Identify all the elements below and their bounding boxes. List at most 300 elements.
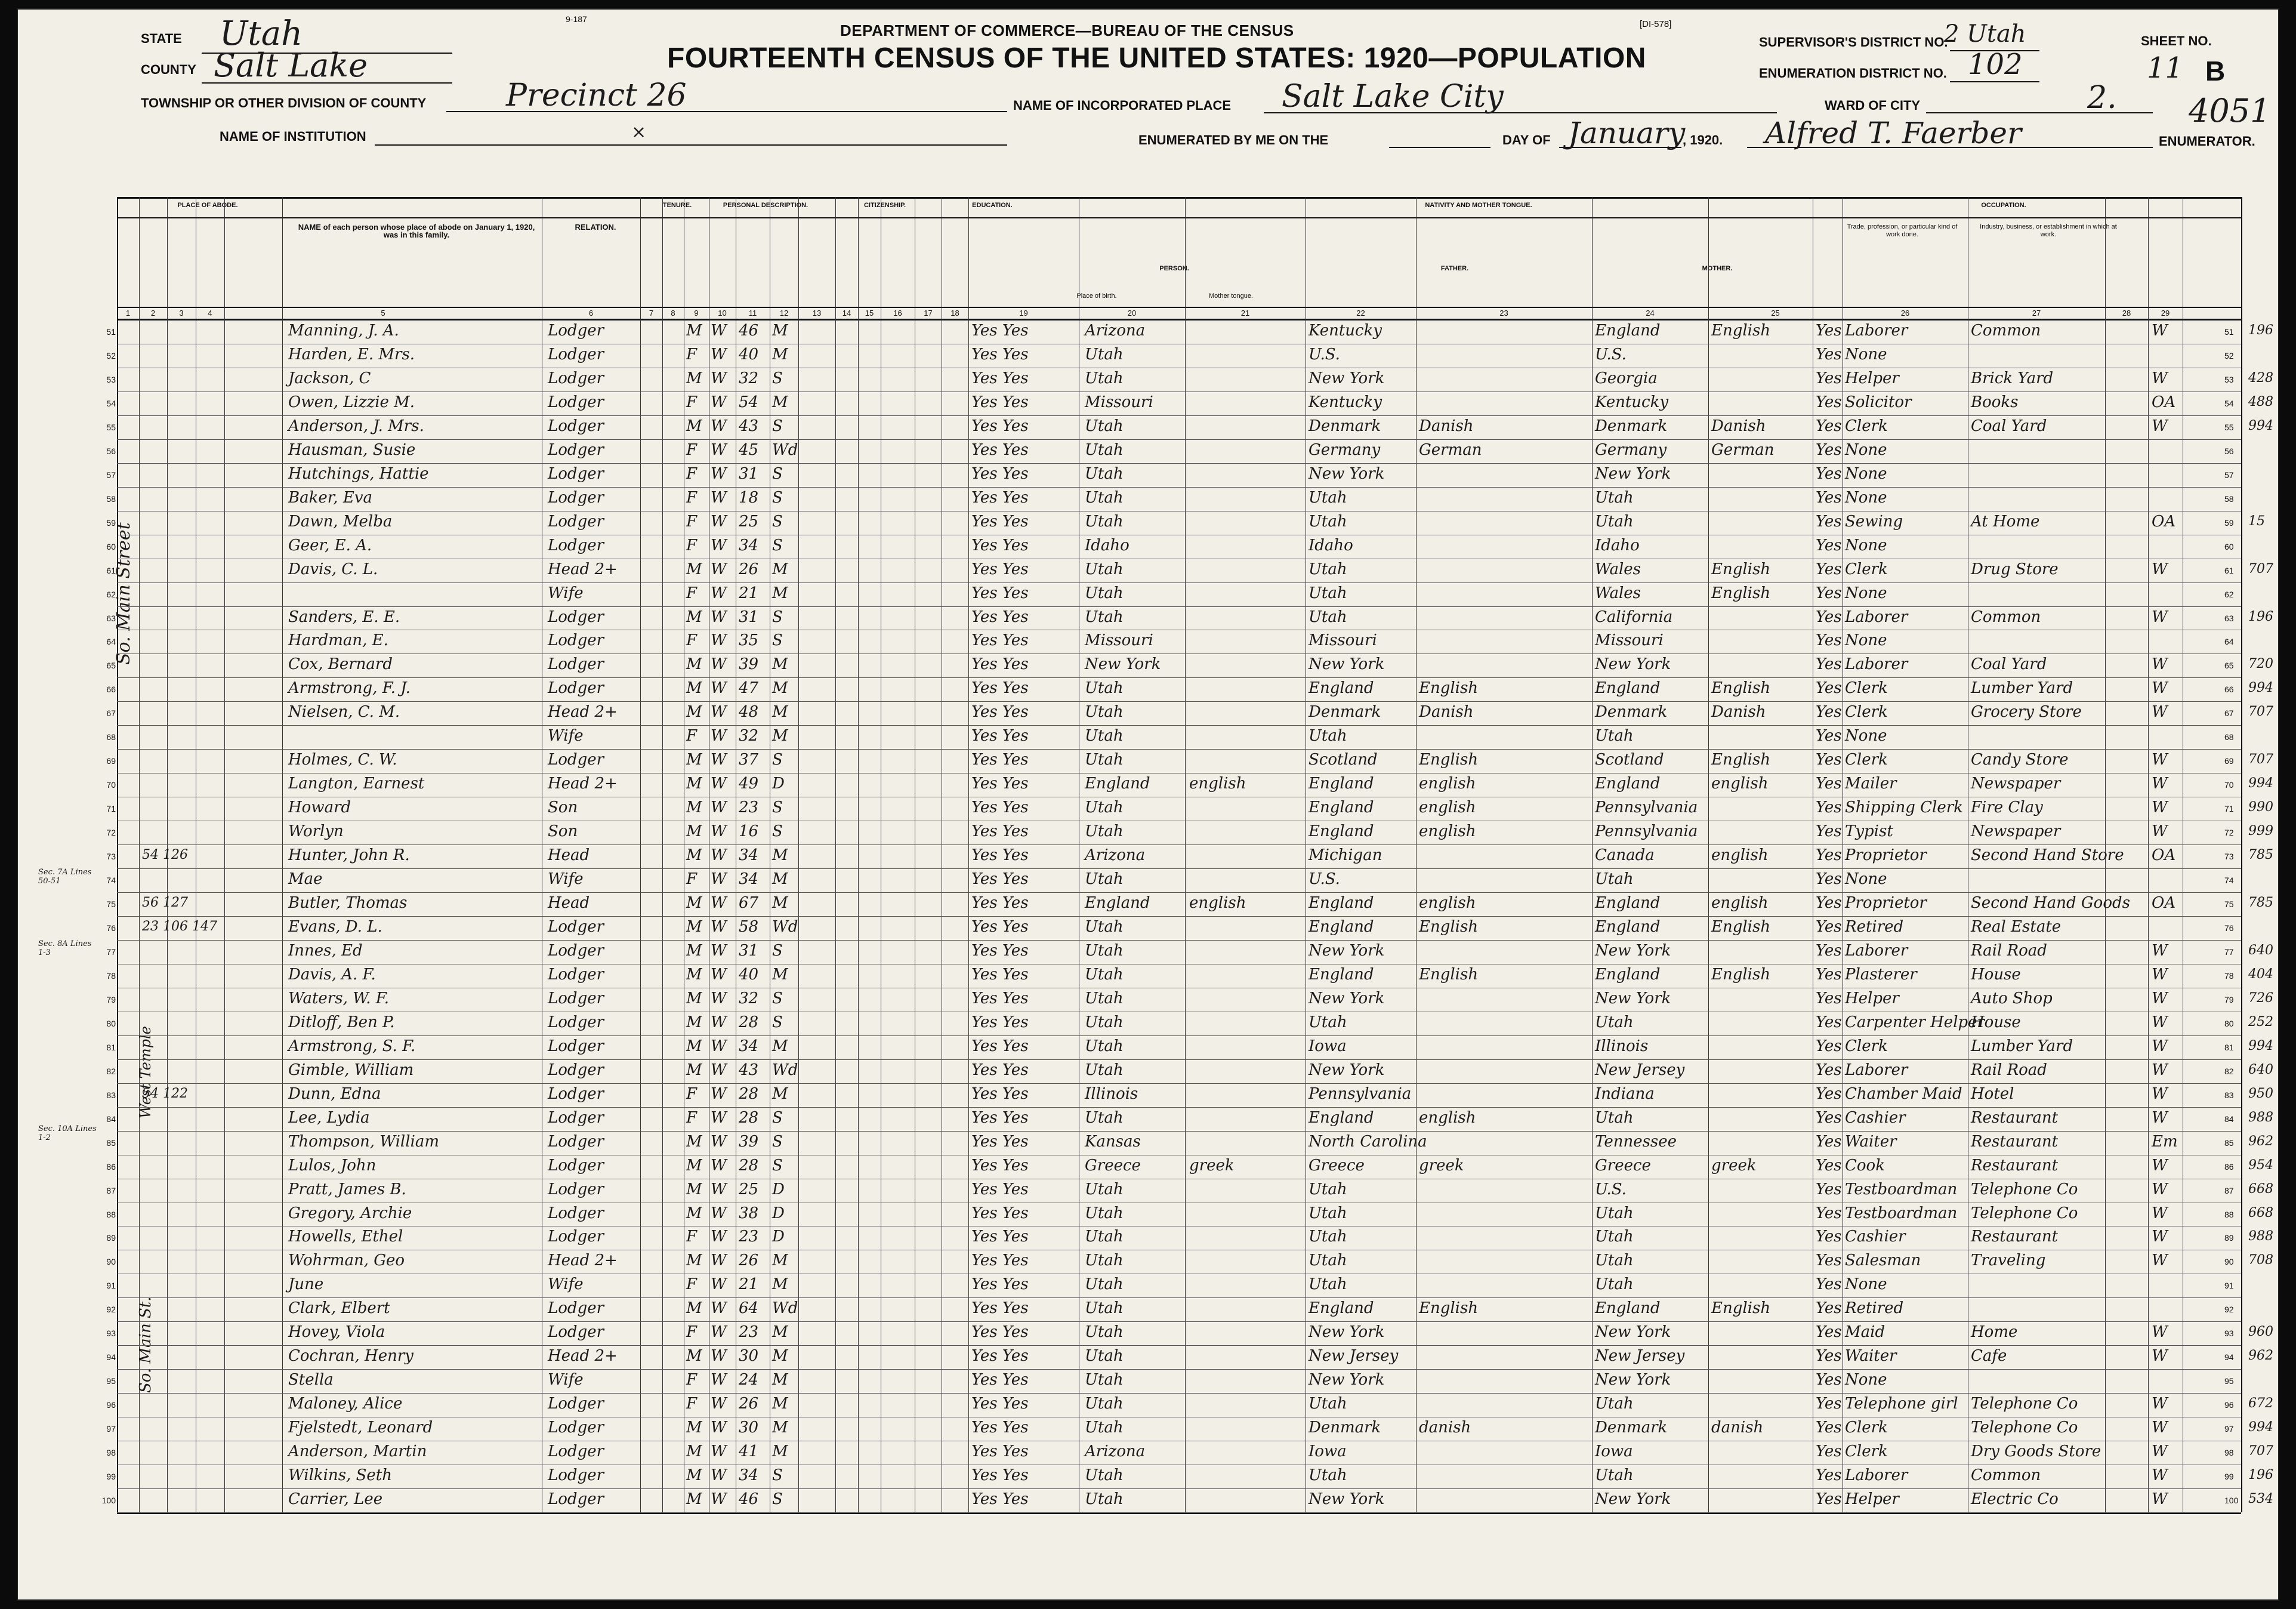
line-number: 60 — [106, 541, 116, 551]
mother-birthplace: Scotland — [1595, 751, 1664, 769]
education: Yes Yes — [971, 584, 1029, 602]
father-birthplace: Utah — [1309, 584, 1347, 602]
age: 21 — [739, 584, 759, 602]
person-name: Wilkins, Seth — [288, 1466, 392, 1485]
mother-birthplace: Utah — [1595, 1013, 1634, 1031]
township-value: Precinct 26 — [506, 78, 687, 113]
education: Yes Yes — [971, 1061, 1029, 1079]
trade: Cashier — [1845, 1108, 1906, 1127]
person-name: Evans, D. L. — [288, 918, 382, 936]
birthplace: Utah — [1085, 918, 1124, 936]
person-name: Harden, E. Mrs. — [288, 345, 415, 363]
father-tongue: english — [1419, 822, 1476, 841]
race: W — [711, 1204, 727, 1222]
father-birthplace: New York — [1309, 464, 1385, 483]
sex: M — [686, 989, 702, 1007]
worker-class: W — [2152, 1252, 2168, 1270]
education: Yes Yes — [971, 1466, 1029, 1485]
census-title: FOURTEENTH CENSUS OF THE UNITED STATES: 1920—POPULATION — [667, 42, 1646, 74]
relation: Head 2+ — [548, 560, 618, 578]
header-group-line — [117, 217, 2241, 218]
occupation-code: 640 — [2248, 942, 2273, 958]
institution-label: NAME OF INSTITUTION — [220, 129, 366, 144]
race: W — [711, 1108, 727, 1127]
trade: Maid — [1845, 1323, 1885, 1342]
race: W — [711, 822, 727, 841]
speaks-english: Yes — [1816, 775, 1842, 793]
relation: Son — [548, 799, 578, 817]
speaks-english: Yes — [1816, 822, 1842, 841]
relation: Lodger — [548, 417, 604, 435]
age: 64 — [739, 1299, 759, 1318]
mother-birthplace: England — [1595, 322, 1661, 340]
race: W — [711, 1371, 727, 1389]
father-birthplace: Denmark — [1309, 1419, 1381, 1437]
line-number: 89 — [106, 1233, 116, 1243]
column-number: 1 — [125, 309, 131, 318]
father-birthplace: England — [1309, 965, 1374, 984]
worker-class: W — [2152, 799, 2168, 817]
race: W — [711, 870, 727, 889]
industry: Real Estate — [1971, 918, 2062, 936]
age: 31 — [739, 608, 759, 626]
sex: F — [686, 1371, 698, 1389]
occupation-code: 962 — [2248, 1133, 2273, 1149]
father-tongue: Danish — [1419, 703, 1474, 722]
person-name: Innes, Ed — [288, 941, 363, 960]
relation: Lodger — [548, 1466, 604, 1485]
line-number-right: 77 — [2224, 947, 2234, 957]
race: W — [711, 894, 727, 913]
education: Yes Yes — [971, 655, 1029, 674]
age: 28 — [739, 1156, 759, 1175]
birthplace: Utah — [1085, 584, 1124, 602]
birthplace: Utah — [1085, 989, 1124, 1007]
trade: Helper — [1845, 1490, 1899, 1509]
education: Yes Yes — [971, 751, 1029, 769]
line-number: 80 — [106, 1018, 116, 1028]
relation: Wife — [548, 727, 584, 745]
trade: Chamber Maid — [1845, 1084, 1962, 1103]
marital-status: D — [772, 1180, 785, 1198]
marital-status: M — [772, 727, 788, 745]
father-birthplace: Iowa — [1309, 1037, 1347, 1055]
speaks-english: Yes — [1816, 679, 1842, 698]
line-number: 73 — [106, 852, 116, 862]
mother-birthplace: New York — [1595, 989, 1671, 1007]
birthplace: Utah — [1085, 417, 1124, 435]
mother-mother-tongue: english — [1711, 846, 1769, 865]
institution-underline — [375, 144, 1007, 146]
education: Yes Yes — [971, 1180, 1029, 1198]
race: W — [711, 1347, 727, 1366]
line-number: 77 — [106, 947, 116, 957]
father-birthplace: Utah — [1309, 608, 1347, 626]
person-name: Howard — [288, 799, 351, 817]
mother-birthplace: New York — [1595, 941, 1671, 960]
relation: Lodger — [548, 512, 604, 531]
occupation-code: 999 — [2248, 824, 2273, 839]
father-birthplace: New York — [1309, 1490, 1385, 1509]
speaks-english: Yes — [1816, 393, 1842, 411]
birthplace: Utah — [1085, 822, 1124, 841]
marital-status: S — [772, 1132, 783, 1151]
mother-birthplace: England — [1595, 894, 1661, 913]
age: 46 — [739, 322, 759, 340]
relation: Head 2+ — [548, 775, 618, 793]
header-relation: RELATION. — [575, 223, 616, 232]
education: Yes Yes — [971, 608, 1029, 626]
trade: Retired — [1845, 918, 1904, 936]
person-name: Anderson, J. Mrs. — [288, 417, 424, 435]
column-number: 12 — [779, 309, 789, 318]
line-number-right: 66 — [2224, 685, 2234, 695]
mother-birthplace: Utah — [1595, 727, 1634, 745]
mother-birthplace: New York — [1595, 1490, 1671, 1509]
relation: Lodger — [548, 1204, 604, 1222]
person-name: Maloney, Alice — [288, 1395, 403, 1413]
line-number-right: 93 — [2224, 1328, 2234, 1339]
mother-birthplace: California — [1595, 608, 1673, 626]
relation: Lodger — [548, 440, 604, 459]
column-number: 8 — [671, 309, 675, 318]
occupation-code: 668 — [2248, 1181, 2273, 1197]
race: W — [711, 1275, 727, 1294]
sex: F — [686, 1108, 698, 1127]
birthplace: Utah — [1085, 941, 1124, 960]
sex: M — [686, 560, 702, 578]
occupation-code: 960 — [2248, 1324, 2273, 1340]
sex: M — [686, 322, 702, 340]
birthplace: Utah — [1085, 1419, 1124, 1437]
occupation-code: 988 — [2248, 1109, 2273, 1125]
trade: None — [1845, 345, 1887, 363]
group-abode: PLACE OF ABODE. — [177, 202, 238, 209]
education: Yes Yes — [971, 870, 1029, 889]
state-label: STATE — [141, 31, 182, 46]
education: Yes Yes — [971, 417, 1029, 435]
worker-class: W — [2152, 1084, 2168, 1103]
marital-status: S — [772, 1108, 783, 1127]
trade: None — [1845, 488, 1887, 507]
census-sheet — [17, 8, 2279, 1601]
industry: Home — [1971, 1323, 2018, 1342]
age: 39 — [739, 655, 759, 674]
worker-class: W — [2152, 1419, 2168, 1437]
person-name: Butler, Thomas — [288, 894, 408, 913]
mother-birthplace: Utah — [1595, 512, 1634, 531]
person-name: Geer, E. A. — [288, 536, 372, 554]
supervisor-value: 2 Utah — [1944, 20, 2026, 48]
industry: Second Hand Goods — [1971, 894, 2130, 913]
line-number: 95 — [106, 1376, 116, 1386]
mother-birthplace: New York — [1595, 655, 1671, 674]
education: Yes Yes — [971, 1228, 1029, 1246]
education: Yes Yes — [971, 846, 1029, 865]
mother-tongue: english — [1189, 775, 1246, 793]
mother-birthplace: New York — [1595, 464, 1671, 483]
sheet-value: 11 — [2147, 51, 2184, 85]
race: W — [711, 1442, 727, 1461]
age: 34 — [739, 1466, 759, 1485]
worker-class: W — [2152, 1323, 2168, 1342]
person-name: Fjelstedt, Leonard — [288, 1419, 433, 1437]
speaks-english: Yes — [1816, 1013, 1842, 1031]
occupation-code: 640 — [2248, 1062, 2273, 1077]
street-note-west-temple: West Temple — [137, 1026, 154, 1118]
relation: Lodger — [548, 464, 604, 483]
person-name: Clark, Elbert — [288, 1299, 390, 1318]
marital-status: D — [772, 1228, 785, 1246]
race: W — [711, 345, 727, 363]
speaks-english: Yes — [1816, 1347, 1842, 1366]
birthplace: Kansas — [1085, 1132, 1141, 1151]
line-number: 62 — [106, 589, 116, 599]
father-birthplace: North Carolina — [1309, 1132, 1427, 1151]
speaks-english: Yes — [1816, 799, 1842, 817]
marital-status: M — [772, 1323, 788, 1342]
line-number: 96 — [106, 1400, 116, 1410]
relation: Lodger — [548, 1299, 604, 1318]
sex: M — [686, 417, 702, 435]
line-number-right: 68 — [2224, 732, 2234, 742]
mother-mother-tongue: english — [1711, 894, 1769, 913]
age: 26 — [739, 1252, 759, 1270]
trade: Waiter — [1845, 1132, 1897, 1151]
mother-mother-tongue: English — [1711, 918, 1771, 936]
age: 32 — [739, 727, 759, 745]
sex: F — [686, 1323, 698, 1342]
occupation-code: 990 — [2248, 800, 2273, 815]
industry: Restaurant — [1971, 1132, 2059, 1151]
worker-class: W — [2152, 751, 2168, 769]
sex: M — [686, 1490, 702, 1509]
birthplace: Utah — [1085, 560, 1124, 578]
person-name: Thompson, William — [288, 1132, 439, 1151]
age: 34 — [739, 1037, 759, 1055]
line-number-right: 90 — [2224, 1257, 2234, 1267]
birthplace: Utah — [1085, 679, 1124, 698]
person-name: Hardman, E. — [288, 631, 388, 650]
line-number: 52 — [106, 350, 116, 360]
father-birthplace: England — [1309, 1299, 1374, 1318]
mother-mother-tongue: English — [1711, 965, 1771, 984]
trade: None — [1845, 464, 1887, 483]
worker-class: Em — [2152, 1132, 2178, 1151]
line-number-right: 99 — [2224, 1472, 2234, 1482]
worker-class: W — [2152, 965, 2168, 984]
line-number: 69 — [106, 756, 116, 766]
mother-mother-tongue: Danish — [1711, 417, 1766, 435]
worker-class: OA — [2152, 393, 2176, 411]
mother-birthplace: England — [1595, 775, 1661, 793]
house-number: 54 126 — [142, 847, 188, 863]
sex: M — [686, 1061, 702, 1079]
speaks-english: Yes — [1816, 1442, 1842, 1461]
marital-status: Wd — [772, 1299, 798, 1318]
township-label: TOWNSHIP OR OTHER DIVISION OF COUNTY — [141, 95, 427, 110]
marital-status: M — [772, 560, 788, 578]
father-birthplace: Kentucky — [1309, 393, 1382, 411]
father-birthplace: Germany — [1309, 440, 1381, 459]
relation: Lodger — [548, 1061, 604, 1079]
mother-birthplace: Pennsylvania — [1595, 799, 1698, 817]
mother-mother-tongue: English — [1711, 1299, 1771, 1318]
industry: Lumber Yard — [1971, 679, 2073, 698]
occupation-code: 488 — [2248, 394, 2273, 409]
education: Yes Yes — [971, 1108, 1029, 1127]
occupation-code: 726 — [2248, 990, 2273, 1006]
age: 38 — [739, 1204, 759, 1222]
age: 28 — [739, 1108, 759, 1127]
county-value: Salt Lake — [214, 47, 368, 84]
father-birthplace: Pennsylvania — [1309, 1084, 1412, 1103]
age: 46 — [739, 1490, 759, 1509]
race: W — [711, 775, 727, 793]
relation: Lodger — [548, 536, 604, 554]
line-number-right: 54 — [2224, 398, 2234, 408]
father-birthplace: England — [1309, 679, 1374, 698]
race: W — [711, 369, 727, 387]
person-name: Cochran, Henry — [288, 1347, 413, 1366]
line-number: 86 — [106, 1161, 116, 1172]
trade: Clerk — [1845, 417, 1888, 435]
birthplace: Utah — [1085, 1490, 1124, 1509]
relation: Lodger — [548, 631, 604, 650]
side-note-3: Sec. 10A Lines 1-2 — [38, 1124, 97, 1142]
mother-birthplace: New York — [1595, 1371, 1671, 1389]
column-number-line — [117, 307, 2241, 308]
line-number: 68 — [106, 732, 116, 742]
mother-birthplace: England — [1595, 918, 1661, 936]
education: Yes Yes — [971, 1204, 1029, 1222]
race: W — [711, 608, 727, 626]
mother-mother-tongue: English — [1711, 322, 1771, 340]
place-label: NAME OF INCORPORATED PLACE — [1013, 98, 1232, 113]
age: 30 — [739, 1419, 759, 1437]
race: W — [711, 631, 727, 650]
mother-birthplace: Georgia — [1595, 369, 1658, 387]
age: 41 — [739, 1442, 759, 1461]
marital-status: S — [772, 369, 783, 387]
mother-birthplace: Utah — [1595, 870, 1634, 889]
age: 21 — [739, 1275, 759, 1294]
relation: Head 2+ — [548, 703, 618, 722]
education: Yes Yes — [971, 369, 1029, 387]
relation: Lodger — [548, 608, 604, 626]
worker-class: OA — [2152, 512, 2176, 531]
trade: Laborer — [1845, 1466, 1908, 1485]
birthplace: Utah — [1085, 369, 1124, 387]
year-text: , 1920. — [1683, 132, 1723, 147]
education: Yes Yes — [971, 1299, 1029, 1318]
street-note-main: So. Main Street — [113, 522, 134, 665]
line-number: 53 — [106, 374, 116, 384]
education: Yes Yes — [971, 1037, 1029, 1055]
industry: Rail Road — [1971, 1061, 2047, 1079]
person-name: Nielsen, C. M. — [288, 703, 400, 722]
mother-birthplace: Utah — [1595, 1108, 1634, 1127]
sex: F — [686, 512, 698, 531]
industry: Common — [1971, 1466, 2041, 1485]
trade: Proprietor — [1845, 894, 1927, 913]
industry: Common — [1971, 322, 2041, 340]
marital-status: S — [772, 1013, 783, 1031]
father-birthplace: New York — [1309, 369, 1385, 387]
sex: M — [686, 679, 702, 698]
birthplace: Arizona — [1085, 1442, 1146, 1461]
age: 48 — [739, 703, 759, 722]
race: W — [711, 965, 727, 984]
marital-status: S — [772, 631, 783, 650]
sex: F — [686, 393, 698, 411]
trade: Clerk — [1845, 679, 1888, 698]
race: W — [711, 1084, 727, 1103]
sex: M — [686, 965, 702, 984]
person-name: Davis, C. L. — [288, 560, 378, 578]
line-number: 84 — [106, 1114, 116, 1124]
occupation-code: 950 — [2248, 1086, 2273, 1101]
line-number-right: 64 — [2224, 637, 2234, 647]
person-name: Stella — [288, 1371, 334, 1389]
father-birthplace: England — [1309, 894, 1374, 913]
column-number: 20 — [1127, 309, 1137, 318]
speaks-english: Yes — [1816, 989, 1842, 1007]
marital-status: S — [772, 464, 783, 483]
trade: Proprietor — [1845, 846, 1927, 865]
age: 16 — [739, 822, 759, 841]
race: W — [711, 560, 727, 578]
line-number: 82 — [106, 1066, 116, 1076]
worker-class: W — [2152, 322, 2168, 340]
race: W — [711, 703, 727, 722]
worker-class: W — [2152, 775, 2168, 793]
enumerated-underline — [1389, 147, 1490, 148]
birthplace: Illinois — [1085, 1084, 1138, 1103]
speaks-english: Yes — [1816, 417, 1842, 435]
birthplace: England — [1085, 775, 1150, 793]
person-name: Dawn, Melba — [288, 512, 393, 531]
header-industry: Industry, business, or establishment in which at work. — [1980, 223, 2117, 238]
occupation-code: 428 — [2248, 370, 2273, 386]
birthplace: Arizona — [1085, 322, 1146, 340]
race: W — [711, 417, 727, 435]
father-birthplace: England — [1309, 1108, 1374, 1127]
trade: Waiter — [1845, 1347, 1897, 1366]
trade: None — [1845, 870, 1887, 889]
education: Yes Yes — [971, 1013, 1029, 1031]
header-pob: Place of birth. — [1076, 292, 1117, 300]
age: 24 — [739, 1371, 759, 1389]
line-number-right: 56 — [2224, 446, 2234, 456]
age: 32 — [739, 369, 759, 387]
speaks-english: Yes — [1816, 512, 1842, 531]
father-tongue: English — [1419, 679, 1479, 698]
industry: Telephone Co — [1971, 1180, 2078, 1198]
age: 34 — [739, 536, 759, 554]
relation: Lodger — [548, 918, 604, 936]
sex: F — [686, 727, 698, 745]
speaks-english: Yes — [1816, 488, 1842, 507]
sex: F — [686, 488, 698, 507]
sex: F — [686, 631, 698, 650]
line-number-right: 62 — [2224, 589, 2234, 599]
marital-status: M — [772, 1371, 788, 1389]
person-name: Howells, Ethel — [288, 1228, 403, 1246]
person-name: Hutchings, Hattie — [288, 464, 429, 483]
worker-class: W — [2152, 1180, 2168, 1198]
line-number: 67 — [106, 708, 116, 719]
